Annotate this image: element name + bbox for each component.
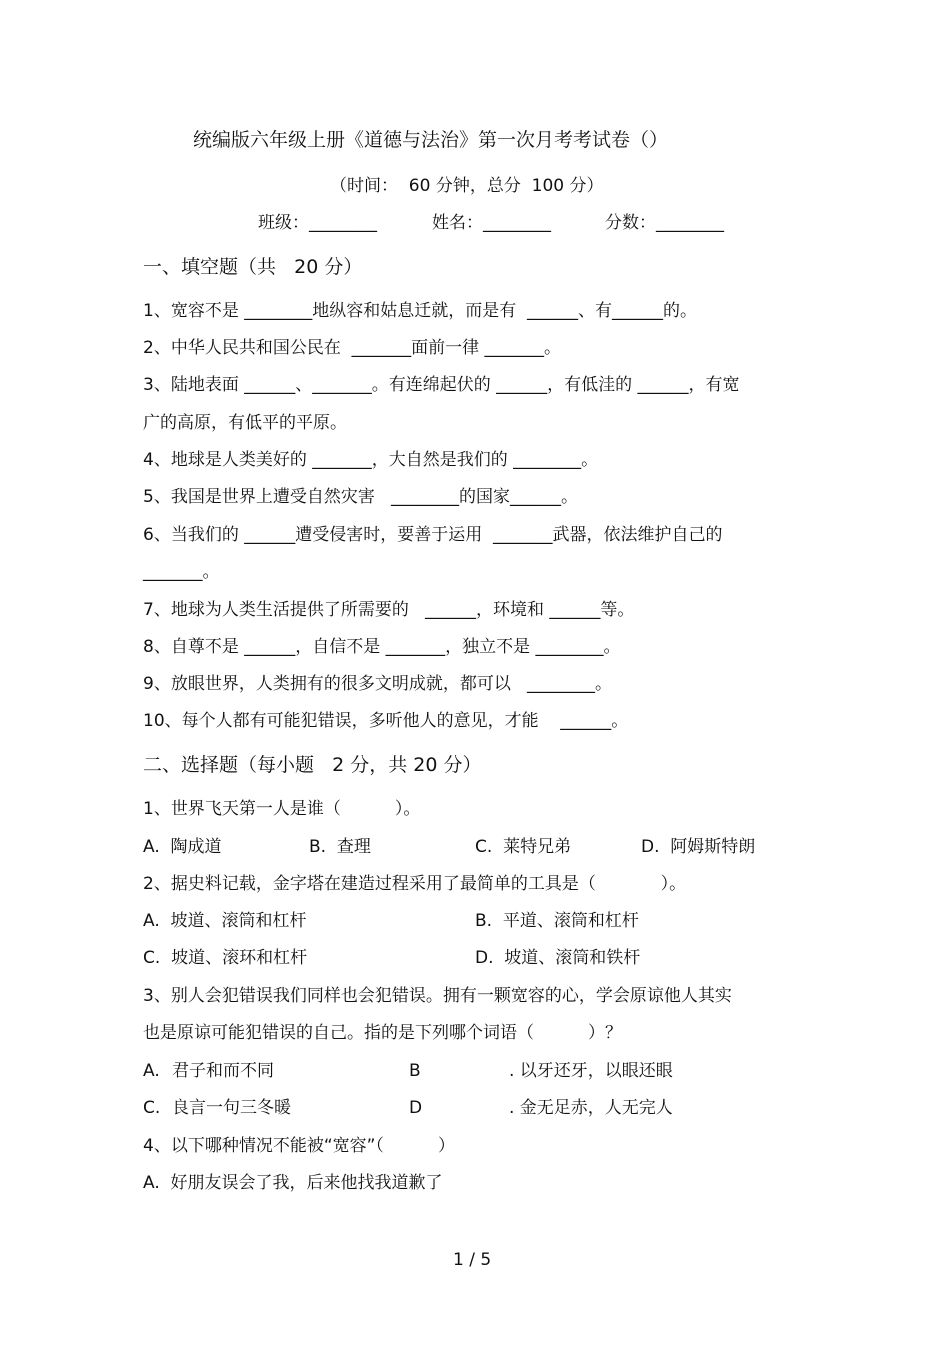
option-a: A. 坡道、滚筒和杠杆 — [143, 911, 307, 931]
option-c: C. 莱特兄弟 — [475, 837, 572, 857]
option-a: A. 陶成道 — [143, 837, 222, 857]
fill-item: 10、每个人都有可能犯错误，多听他人的意见，才能 ______。 — [143, 711, 629, 731]
fill-item: 3、陆地表面 ______、_______。有连绵起伏的 ______，有低洼的 ______，有宽 — [143, 375, 740, 395]
option-d: D. 阿姆斯特朗 — [641, 837, 756, 857]
fill-item-continued: 广的高原，有低平的平原。 — [143, 413, 347, 433]
option-c-text: 良言一句三冬暖 — [172, 1098, 291, 1118]
question-stem: 2、据史料记载，金字塔在建造过程采用了最简单的工具是（ ）。 — [143, 874, 687, 894]
class-field: 班级：________ — [258, 213, 377, 233]
fill-item: 8、自尊不是 ______，自信不是 _______，独立不是 ________。 — [143, 637, 621, 657]
option-c-letter: C. — [143, 1098, 161, 1118]
option-b-letter: B — [409, 1061, 421, 1081]
fill-item: 7、地球为人类生活提供了所需要的 ______，环境和 ______等。 — [143, 600, 635, 620]
exam-info: （时间： 60 分钟，总分 100 分） — [330, 176, 604, 196]
fill-item: 1、宽容不是 ________地纵容和姑息迁就，而是有 ______、有______的。 — [143, 301, 698, 321]
question-stem: 4、以下哪种情况不能被“宽容”（ ） — [143, 1136, 455, 1156]
section-heading: 二、选择题（每小题 2 分，共 20 分） — [143, 754, 482, 776]
fill-item: 6、当我们的 ______遭受侵害时，要善于运用 _______武器，依法维护自己的 — [143, 525, 723, 545]
option-b: B. 查理 — [309, 837, 371, 857]
name-field: 姓名：________ — [432, 213, 551, 233]
page-number: 1 / 5 — [453, 1250, 492, 1270]
option-b: B. 平道、滚筒和杠杆 — [475, 911, 639, 931]
fill-item: 4、地球是人类美好的 _______，大自然是我们的 ________。 — [143, 450, 599, 470]
fill-item-continued: _______。 — [143, 562, 220, 582]
option-d-letter: D — [409, 1098, 423, 1118]
option-d: D. 坡道、滚筒和铁杆 — [475, 948, 641, 968]
option-c: C. 坡道、滚环和杠杆 — [143, 948, 308, 968]
fill-item: 2、中华人民共和国公民在 _______面前一律 _______。 — [143, 338, 562, 358]
option-a-text: 君子和而不同 — [172, 1061, 274, 1081]
fill-item: 9、放眼世界，人类拥有的很多文明成就，都可以 ________。 — [143, 674, 613, 694]
fill-item: 5、我国是世界上遭受自然灾害 ________的国家______。 — [143, 487, 579, 507]
question-stem: 3、别人会犯错误我们同样也会犯错误。拥有一颗宽容的心，学会原谅他人其实 — [143, 986, 732, 1006]
question-stem: 1、世界飞天第一人是谁（ ）。 — [143, 799, 421, 819]
option-b-text: . 以牙还牙，以眼还眼 — [509, 1061, 673, 1081]
option-a-letter: A. — [143, 1061, 160, 1081]
score-field: 分数：________ — [605, 213, 724, 233]
question-stem-continued: 也是原谅可能犯错误的自己。指的是下列哪个词语（ ）？ — [143, 1023, 623, 1043]
option-a: A. 好朋友误会了我，后来他找我道歉了 — [143, 1173, 443, 1193]
option-d-text: . 金无足赤，人无完人 — [509, 1098, 673, 1118]
page-title: 统编版六年级上册《道德与法治》第一次月考考试卷（） — [193, 129, 669, 151]
section-heading: 一、填空题（共 20 分） — [143, 256, 363, 278]
